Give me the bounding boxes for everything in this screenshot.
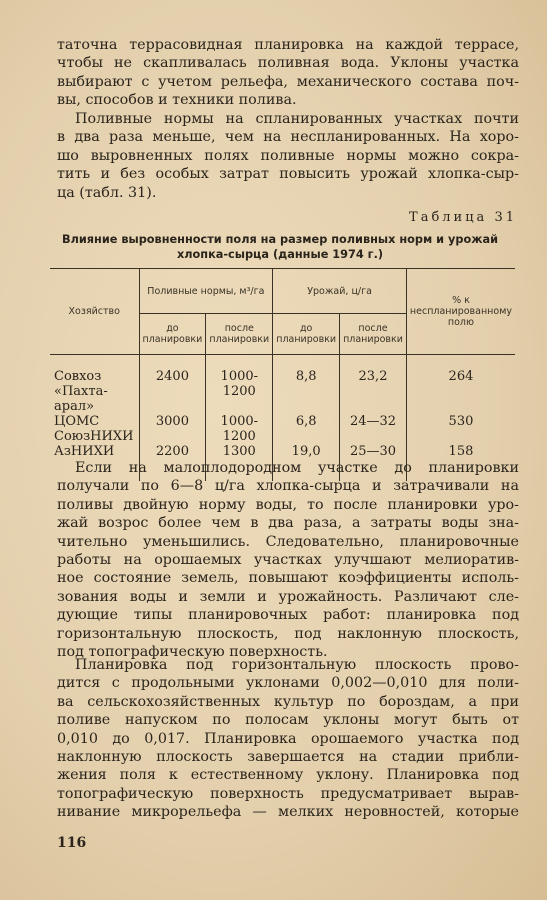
text-line: дится с продольными уклонами 0,002—0,010 для поли- bbox=[57, 675, 519, 692]
text-line: нивание микрорельефа — мелких неровностей, которые bbox=[57, 804, 519, 821]
header-farm: Хозяйство bbox=[50, 269, 139, 355]
text-line: ца (табл. 31). bbox=[57, 184, 157, 201]
cell-norm-after: 1000-1200 bbox=[206, 369, 273, 414]
paragraph-2 bbox=[57, 110, 519, 202]
text-line: чительно уменьшились. Следовательно, планировочные bbox=[57, 533, 519, 550]
header-yield-before: до планировки bbox=[273, 314, 340, 355]
text-line: выбирают с учетом рельефа, механического состава поч- bbox=[57, 73, 519, 90]
cell-norm-after: 1000-1200 bbox=[206, 414, 273, 444]
text-line: Поливные нормы на спланированных участках почти bbox=[75, 111, 519, 127]
cell-norm-before: 2200 bbox=[139, 444, 206, 459]
table-number: Таблица 31 bbox=[409, 210, 517, 225]
cell-yield-after: 25—30 bbox=[340, 444, 407, 459]
cell-yield-after: 24—32 bbox=[340, 414, 407, 444]
paragraph-1 bbox=[57, 36, 519, 110]
text-line: дующие типы планировочных работ: планировка под bbox=[57, 607, 519, 624]
cell-yield-after: 23,2 bbox=[340, 369, 407, 414]
text-line: работы на орошаемых участках улучшают мелиоратив- bbox=[57, 552, 519, 569]
cell-farm: Совхоз «Пахта-арал» bbox=[54, 369, 108, 414]
header-irrigation-norms: Поливные нормы, м³/га bbox=[139, 269, 273, 314]
text-line: вы, способов и техники полива. bbox=[57, 92, 297, 109]
cell-yield-before: 19,0 bbox=[273, 444, 340, 459]
cell-norm-before: 2400 bbox=[139, 369, 206, 414]
text-line: 0,010 до 0,017. Планировка орошаемого участка под bbox=[57, 730, 519, 747]
data-table bbox=[50, 268, 515, 481]
cell-percent: 264 bbox=[406, 369, 515, 414]
text-line: Планировка под горизонтальную плоскость прово- bbox=[75, 657, 519, 673]
text-line: ва сельскохозяйственных культур по бороздам, а при bbox=[57, 693, 519, 710]
page-number: 116 bbox=[57, 835, 87, 851]
cell-percent: 530 bbox=[406, 414, 515, 444]
text-line: получали по 6—8 ц/га хлопка-сырца и затрачивали на bbox=[57, 478, 519, 495]
header-percent: % к неспланированному полю bbox=[406, 269, 515, 355]
text-line: горизонтальную плоскость, под наклонную плоскость, bbox=[57, 625, 519, 642]
cell-norm-after: 1300 bbox=[206, 444, 273, 459]
paragraph-3 bbox=[57, 459, 519, 661]
cell-percent: 158 bbox=[406, 444, 515, 459]
text-line: шо выровненных полях поливные нормы можно сокра- bbox=[57, 147, 519, 164]
text-line: топографическую поверхность предусматривает вырав- bbox=[57, 785, 519, 802]
text-line: чтобы не скапливалась поливная вода. Уклоны участка bbox=[57, 55, 519, 72]
text-line: наклонную плоскость завершается на стадии прибли- bbox=[57, 749, 519, 766]
text-line: ное состояние земель, повышают коэффициенты исполь- bbox=[57, 570, 519, 587]
paragraph-4 bbox=[57, 656, 519, 822]
header-norm-before: до планировки bbox=[139, 314, 206, 355]
cell-farm: АзНИХИ bbox=[54, 444, 115, 459]
text-line: жай возрос более чем в два раза, а затраты воды зна- bbox=[57, 515, 519, 532]
text-line: таточна террасовидная планировка на каждой террасе, bbox=[57, 37, 519, 53]
table-row bbox=[50, 444, 515, 459]
table-row bbox=[50, 414, 515, 444]
header-norm-after: после планировки bbox=[206, 314, 273, 355]
text-line: Если на малоплодородном участке до планировки bbox=[75, 460, 519, 476]
cell-norm-before: 3000 bbox=[139, 414, 206, 444]
text-line: в два раза меньше, чем на неспланированных. На хоро- bbox=[57, 129, 519, 146]
cell-yield-before: 8,8 bbox=[273, 369, 340, 414]
table-title bbox=[40, 232, 520, 262]
text-line: жения поля к естественному уклону. Планировка под bbox=[57, 767, 519, 784]
text-line: поливы двойную норму воды, то после планировки уро- bbox=[57, 496, 519, 513]
table-title-line: хлопка-сырца (данные 1974 г.) bbox=[176, 248, 384, 261]
table-row bbox=[50, 369, 515, 414]
header-yield-after: после планировки bbox=[340, 314, 407, 355]
text-line: поливе напуском по полосам уклоны могут быть от bbox=[57, 712, 519, 729]
text-line: зования воды и земли и урожайность. Различают сле- bbox=[57, 588, 519, 605]
cell-yield-before: 6,8 bbox=[273, 414, 340, 444]
table-title-line: Влияние выровненности поля на размер поливных норм и урожай bbox=[61, 233, 499, 246]
text-line: тить и без особых затрат повысить урожай хлопка-сыр- bbox=[57, 166, 519, 183]
text-line: под топографическую поверхность. bbox=[57, 644, 328, 661]
cell-farm: ЦОМС СоюзНИХИ bbox=[54, 414, 134, 444]
header-yield: Урожай, ц/га bbox=[273, 269, 407, 314]
